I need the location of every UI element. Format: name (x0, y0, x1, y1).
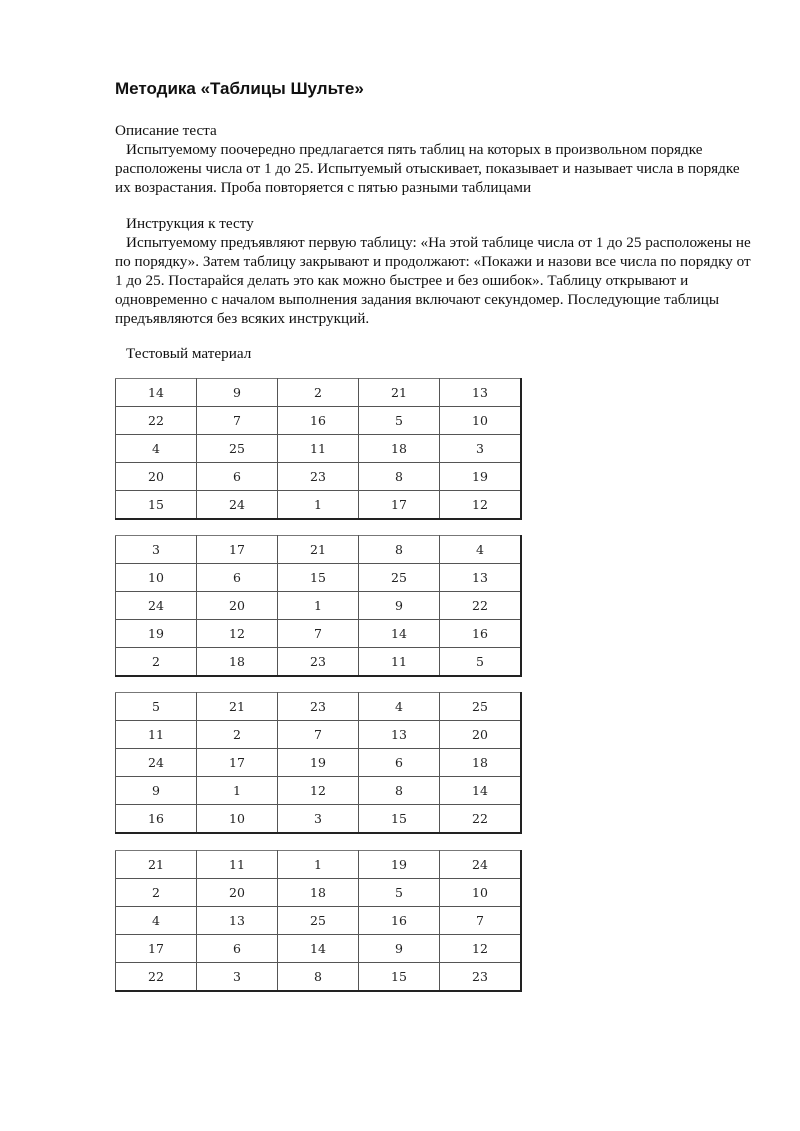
table-cell: 15 (359, 963, 440, 992)
table-cell: 7 (440, 907, 522, 935)
table-cell: 25 (278, 907, 359, 935)
table-cell: 3 (197, 963, 278, 992)
table-cell: 6 (197, 935, 278, 963)
table-cell: 9 (197, 379, 278, 407)
table-row (116, 749, 522, 777)
table-cell: 16 (359, 907, 440, 935)
table-cell: 22 (440, 592, 522, 620)
table-cell: 1 (278, 592, 359, 620)
schulte-table-1 (115, 378, 522, 520)
table-cell: 6 (197, 564, 278, 592)
instruction-section (115, 214, 755, 328)
table-cell: 5 (116, 693, 197, 721)
material-section (115, 344, 755, 363)
table-cell: 15 (116, 491, 197, 520)
table-cell: 14 (359, 620, 440, 648)
table-cell: 19 (116, 620, 197, 648)
table-cell: 6 (359, 749, 440, 777)
table-cell: 19 (278, 749, 359, 777)
description-heading: Описание теста (115, 122, 217, 139)
table-cell: 20 (116, 463, 197, 491)
table-row (116, 435, 522, 463)
table-cell: 13 (440, 379, 522, 407)
page-title: Методика «Таблицы Шульте» (115, 79, 364, 98)
table-cell: 20 (197, 592, 278, 620)
table-cell: 1 (278, 491, 359, 520)
table-row (116, 379, 522, 407)
table-row (116, 491, 522, 520)
table-cell: 23 (278, 648, 359, 677)
table-cell: 24 (116, 592, 197, 620)
table-cell: 5 (359, 879, 440, 907)
table-cell: 9 (116, 777, 197, 805)
table-cell: 1 (197, 777, 278, 805)
table-row (116, 935, 522, 963)
table-cell: 22 (116, 963, 197, 992)
table-cell: 12 (440, 935, 522, 963)
table-cell: 17 (116, 935, 197, 963)
table-cell: 20 (197, 879, 278, 907)
table-cell: 9 (359, 935, 440, 963)
table-cell: 7 (278, 721, 359, 749)
table-row (116, 879, 522, 907)
table-cell: 21 (359, 379, 440, 407)
table-row (116, 721, 522, 749)
table-cell: 8 (278, 963, 359, 992)
schulte-table-4 (115, 850, 522, 992)
table-row (116, 693, 522, 721)
schulte-table-3 (115, 692, 522, 834)
table-cell: 21 (278, 536, 359, 564)
table-cell: 17 (359, 491, 440, 520)
table-cell: 24 (197, 491, 278, 520)
table-cell: 2 (197, 721, 278, 749)
table-cell: 4 (440, 536, 522, 564)
table-row (116, 564, 522, 592)
table-cell: 22 (440, 805, 522, 834)
table-cell: 14 (440, 777, 522, 805)
table-cell: 11 (278, 435, 359, 463)
table-cell: 1 (278, 851, 359, 879)
table-cell: 19 (440, 463, 522, 491)
table-cell: 14 (116, 379, 197, 407)
table-cell: 13 (197, 907, 278, 935)
table-cell: 7 (278, 620, 359, 648)
table-cell: 23 (440, 963, 522, 992)
table-cell: 20 (440, 721, 522, 749)
table-cell: 10 (197, 805, 278, 834)
table-cell: 11 (116, 721, 197, 749)
table-cell: 8 (359, 463, 440, 491)
table-cell: 13 (359, 721, 440, 749)
table-cell: 12 (278, 777, 359, 805)
table-cell: 25 (440, 693, 522, 721)
table-cell: 12 (440, 491, 522, 520)
table-cell: 14 (278, 935, 359, 963)
table-cell: 18 (440, 749, 522, 777)
table-cell: 7 (197, 407, 278, 435)
table-cell: 2 (116, 648, 197, 677)
table-cell: 10 (440, 407, 522, 435)
table-cell: 3 (116, 536, 197, 564)
table-cell: 5 (359, 407, 440, 435)
table-row (116, 805, 522, 834)
material-heading: Тестовый материал (126, 345, 252, 362)
table-cell: 9 (359, 592, 440, 620)
table-cell: 3 (278, 805, 359, 834)
table-cell: 6 (197, 463, 278, 491)
table-cell: 15 (278, 564, 359, 592)
table-cell: 25 (197, 435, 278, 463)
table-cell: 2 (278, 379, 359, 407)
table-cell: 16 (278, 407, 359, 435)
table-cell: 18 (359, 435, 440, 463)
table-row (116, 963, 522, 992)
table-row (116, 620, 522, 648)
table-cell: 8 (359, 536, 440, 564)
table-cell: 16 (440, 620, 522, 648)
table-cell: 18 (197, 648, 278, 677)
table-cell: 24 (116, 749, 197, 777)
table-cell: 21 (116, 851, 197, 879)
table-cell: 4 (116, 435, 197, 463)
table-cell: 17 (197, 749, 278, 777)
table-cell: 11 (197, 851, 278, 879)
instruction-heading: Инструкция к тесту (126, 215, 254, 232)
table-row (116, 851, 522, 879)
table-row (116, 777, 522, 805)
table-cell: 25 (359, 564, 440, 592)
table-cell: 5 (440, 648, 522, 677)
table-cell: 4 (116, 907, 197, 935)
table-cell: 2 (116, 879, 197, 907)
description-text: Испытуемому поочередно предлагается пять таблиц на которых в произвольном порядке расположены числа от 1 до 25. Испытуемый отыскивает, показывает и называет числа в порядке их возрастания. Проба повторяется с пятью разными таблицами (115, 141, 740, 196)
table-row (116, 407, 522, 435)
table-row (116, 592, 522, 620)
table-row (116, 536, 522, 564)
schulte-table-2 (115, 535, 522, 677)
table-cell: 15 (359, 805, 440, 834)
description-section (115, 121, 755, 197)
table-cell: 17 (197, 536, 278, 564)
table-cell: 11 (359, 648, 440, 677)
table-cell: 19 (359, 851, 440, 879)
instruction-text: Испытуемому предъявляют первую таблицу: «На этой таблице числа от 1 до 25 расположены не по порядку». Затем таблицу закрывают и продолжают: «Покажи и назови все числа по порядку от 1 до 25. Постарайся делать это как можно быстрее и без ошибок». Таблицу открывают и одновременно с началом выполнения задания включают секундомер. Последующие таблицы предъявляются без всяких инструкций. (115, 234, 751, 327)
table-row (116, 907, 522, 935)
table-cell: 3 (440, 435, 522, 463)
table-cell: 23 (278, 463, 359, 491)
table-cell: 8 (359, 777, 440, 805)
table-cell: 13 (440, 564, 522, 592)
table-cell: 24 (440, 851, 522, 879)
table-cell: 23 (278, 693, 359, 721)
table-cell: 10 (116, 564, 197, 592)
table-row (116, 463, 522, 491)
table-cell: 10 (440, 879, 522, 907)
table-cell: 22 (116, 407, 197, 435)
table-cell: 16 (116, 805, 197, 834)
table-cell: 18 (278, 879, 359, 907)
table-cell: 12 (197, 620, 278, 648)
table-cell: 21 (197, 693, 278, 721)
table-row (116, 648, 522, 677)
table-cell: 4 (359, 693, 440, 721)
